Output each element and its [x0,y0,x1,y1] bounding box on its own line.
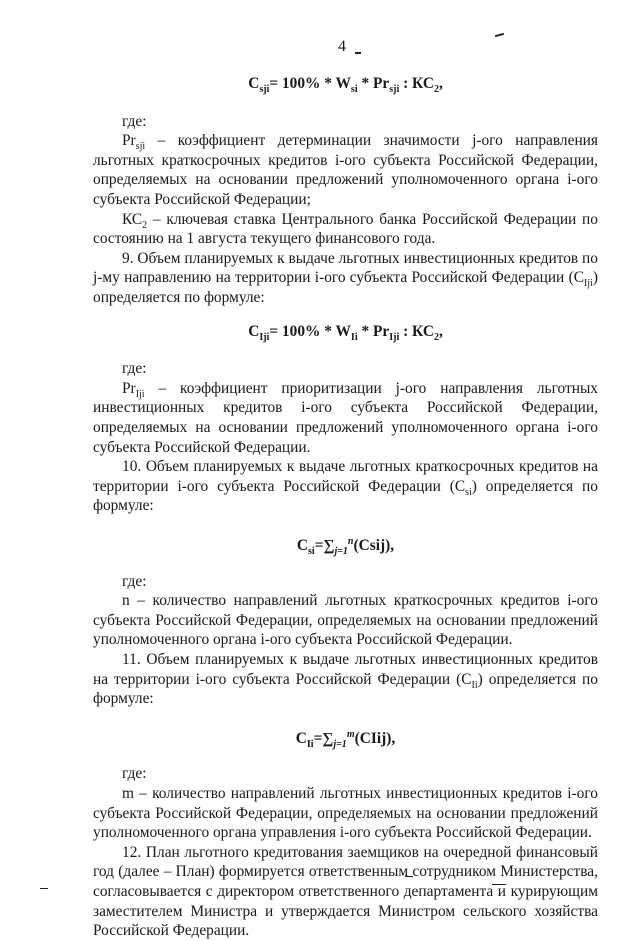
definition-pr-iji: $Pr_{Iji}$ – коэффициент приоритизации j-ого направления льготных инвестиционных кредитов i-ого субъекта Российской Федерации, определяемых на основании предложений уполномоченного органа i-ого субъекта Российской Федерации. [93,379,598,456]
scan-mark [495,33,504,37]
where-label: где: [122,572,147,590]
where-label: где: [122,765,147,783]
formula-ciji: $C_{Iji}= 100\% * W_{Ii} * Pr_{Iji}$ : $КС_2$, [248,322,443,343]
definition-pr-sji: $Pr_{sji}$ – коэффициент детерминации значимости j-ого направления льготных краткосрочных кредитов i-ого субъекта Российской Федерации, определяемых на основании предложений уполномоченного органа i-ого субъекта Российской Федерации; [93,132,598,208]
page-number: 4 [338,38,346,55]
paragraph-12: 12. План льготного кредитования заемщиков на очередной финансовый год (далее – План) формируется ответственным сотрудником Министерства, согласовывается с директором ответственного департамента и курирующим заместителем Министра и утверждается Министром сельского хозяйства Российской Федерации. [93,843,598,940]
paragraph-10: 10. Объем планируемых к выдаче льготных краткосрочных кредитов на территории i-ого субъекта Российской Федерации $(C_{si})$ определяется по формуле: [93,458,598,515]
scan-mark [355,52,361,54]
formula-csi: $C_{si}=\sum_{j=1}^n(Csij)$, [296,535,395,558]
where-label: где: [122,112,147,130]
definition-m: m – количество направлений льготных инвестиционных кредитов i-ого субъекта Российской Федерации, определяемых на основании предложений уполномоченного органа управления i-ого субъекта Российской Федерации. [93,785,598,842]
paragraph-9: 9. Объем планируемых к выдаче льготных инвестиционных кредитов по j-му направлению на территории i-ого субъекта Российской Федерации $(C_{Iji})$ определяется по формуле: [93,249,598,306]
formula-cli: $C_{Ii}=\sum_{j=1}^m(CIij)$, [295,728,396,750]
definition-n: n – количество направлений льготных краткосрочных кредитов i-ого субъекта Российской Федерации, определяемых на основании предложений уполномоченного органа i-ого субъекта Российской Федерации. [93,592,598,649]
where-label: где: [122,360,147,378]
document-body [93,72,598,941]
formula-csji: $C_{sji}= 100\% * W_{si} * Pr_{sji}$ : $КС_2$, [248,75,443,96]
definition-ks2: $КС_2$ – ключевая ставка Центрального банка Российской Федерации по состоянию на 1 августа текущего финансового года. [93,210,598,248]
paragraph-11: 11. Объем планируемых к выдаче льготных инвестиционных кредитов на территории i-ого субъекта Российской Федерации $(C_{Ii})$ определяется по формуле: [93,650,598,708]
scan-mark [40,888,48,889]
